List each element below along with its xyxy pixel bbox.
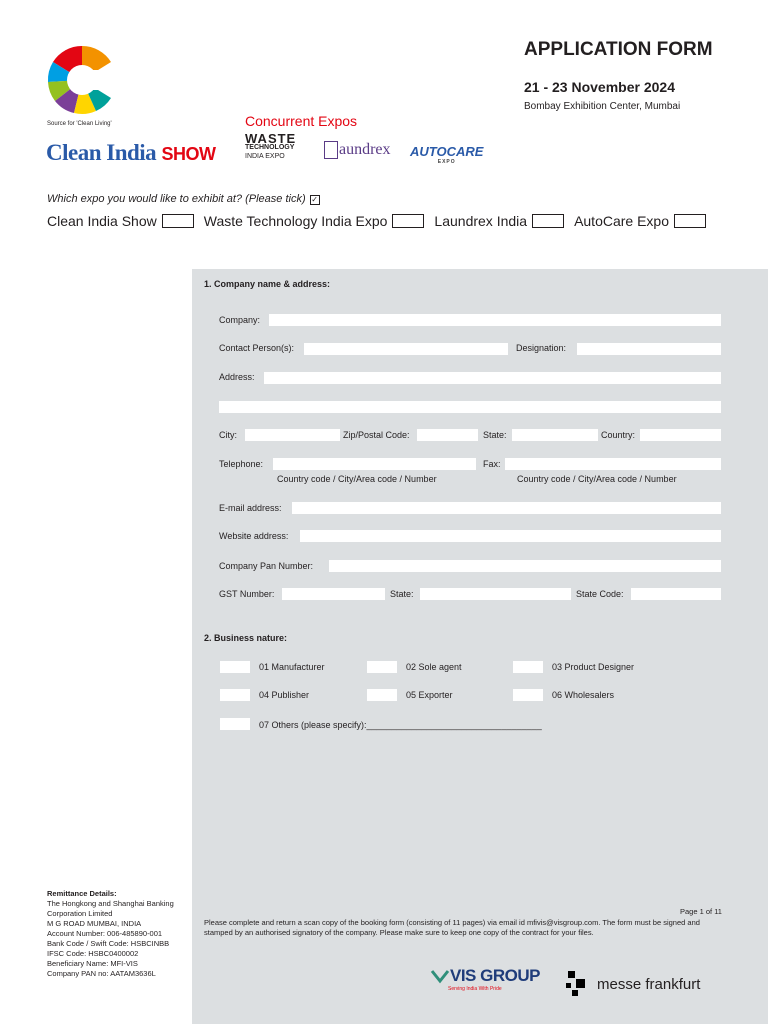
- business-checkbox[interactable]: [220, 718, 250, 730]
- telephone-format-hint: Country code / City/Area code / Number: [277, 474, 437, 484]
- waste-logo-line: WASTE: [245, 131, 297, 146]
- expo-option: [434, 213, 564, 229]
- fax-label: Fax:: [483, 459, 501, 469]
- company-label: Company:: [219, 315, 261, 325]
- event-venue: Bombay Exhibition Center, Mumbai: [524, 101, 681, 112]
- business-other-label: 07 Others (please specify):___________________________________: [259, 720, 542, 730]
- expo-checkbox[interactable]: [162, 214, 194, 228]
- business-checkbox[interactable]: [220, 689, 250, 701]
- section-1-heading: 1. Company name & address:: [204, 279, 331, 289]
- address-label: Address:: [219, 372, 255, 382]
- expo-option: [574, 213, 706, 229]
- laundrex-logo: [324, 141, 391, 159]
- expo-question: [47, 193, 320, 205]
- remittance-line: IFSC Code: HSBC0400002: [47, 949, 139, 958]
- event-dates: 21 - 23 November 2024: [524, 79, 675, 95]
- business-option-label: 04 Publisher: [259, 690, 310, 700]
- logo-tagline: Source for 'Clean Living': [47, 121, 112, 127]
- business-checkbox[interactable]: [367, 689, 397, 701]
- business-option-label: 03 Product Designer: [552, 662, 635, 672]
- vis-group-logo: [430, 966, 540, 992]
- city-field[interactable]: [245, 429, 340, 441]
- vis-logo-row: [430, 966, 540, 986]
- fax-format-hint: Country code / City/Area code / Number: [517, 474, 677, 484]
- vis-logo-text: VIS GROUP: [450, 966, 540, 985]
- clean-india-show-logo: [46, 140, 215, 166]
- telephone-field[interactable]: [273, 458, 476, 470]
- expo-option: [47, 213, 194, 229]
- vis-chevron-icon: [430, 968, 450, 984]
- section-2-heading: 2. Business nature:: [204, 633, 288, 643]
- expo-checkbox[interactable]: [532, 214, 564, 228]
- brand-main: Clean India: [46, 140, 157, 165]
- city-label: City:: [219, 430, 237, 440]
- website-field[interactable]: [300, 530, 721, 542]
- contact-field[interactable]: [304, 343, 508, 355]
- submission-note: Please complete and return a scan copy of the booking form (consisting of 11 pages) via email id mfivis@visgroup.com. The form must be signed and stamped by an authorised signatory of the company. Please make sure to keep one copy of the contract for your files.: [204, 918, 700, 937]
- state-code-label: State Code:: [576, 589, 624, 599]
- tick-icon: ✓: [311, 195, 318, 204]
- remittance-heading: Remittance Details:: [47, 889, 117, 898]
- page-number: Page 1 of 11: [680, 907, 722, 916]
- gst-state-label: State:: [390, 589, 414, 599]
- email-field[interactable]: [292, 502, 721, 514]
- business-option-label: 06 Wholesalers: [552, 690, 615, 700]
- messe-mark-icon: [566, 971, 592, 997]
- telephone-label: Telephone:: [219, 459, 264, 469]
- business-option-label: 05 Exporter: [406, 690, 453, 700]
- autocare-logo-text: AUTOCARE: [410, 144, 484, 159]
- website-label: Website address:: [219, 531, 289, 541]
- remittance-line: Bank Code / Swift Code: HSBCINBB: [47, 939, 170, 948]
- waste-logo-line: INDIA EXPO: [245, 153, 285, 160]
- email-label: E-mail address:: [219, 503, 282, 513]
- expo-option-label: AutoCare Expo: [574, 213, 670, 229]
- remittance-line: Corporation Limited: [47, 909, 113, 918]
- page-title: APPLICATION FORM: [524, 39, 713, 60]
- autocare-logo-sub: EXPO: [437, 159, 456, 165]
- vis-slogan: Serving India With Pride: [448, 986, 502, 992]
- country-field[interactable]: [640, 429, 721, 441]
- remittance-line: The Hongkong and Shanghai Banking: [47, 899, 174, 908]
- state-field[interactable]: [512, 429, 598, 441]
- expo-option-label: Waste Technology India Expo: [203, 213, 388, 229]
- expo-options: [47, 213, 716, 229]
- expo-question-text: Which expo you would like to exhibit at? (Please tick): [47, 193, 306, 205]
- gst-label: GST Number:: [219, 589, 275, 599]
- company-field[interactable]: [269, 314, 721, 326]
- fax-field[interactable]: [505, 458, 721, 470]
- expo-option: [204, 213, 425, 229]
- pan-label: Company Pan Number:: [219, 561, 314, 571]
- remittance-line: Beneficiary Name: MFI-VIS: [47, 959, 138, 968]
- remittance-line: Account Number: 006-485890-001: [47, 929, 163, 938]
- pan-field[interactable]: [329, 560, 721, 572]
- state-code-field[interactable]: [631, 588, 721, 600]
- gst-state-field[interactable]: [420, 588, 571, 600]
- messe-logo-text: messe frankfurt: [597, 975, 701, 993]
- waste-logo-line: TECHNOLOGY: [245, 144, 295, 151]
- remittance-details: [47, 889, 174, 979]
- zip-field[interactable]: [417, 429, 478, 441]
- address-field-line2[interactable]: [219, 401, 721, 413]
- messe-frankfurt-logo: [566, 971, 700, 997]
- business-checkbox[interactable]: [220, 661, 250, 673]
- contact-label: Contact Person(s):: [219, 343, 295, 353]
- address-field[interactable]: [264, 372, 721, 384]
- remittance-line: Company PAN no: AATAM3636L: [47, 969, 156, 978]
- expo-option-label: Clean India Show: [47, 213, 157, 229]
- gst-field[interactable]: [282, 588, 385, 600]
- laundrex-logo-text: aundrex: [339, 141, 391, 158]
- designation-label: Designation:: [516, 343, 567, 353]
- business-checkbox[interactable]: [367, 661, 397, 673]
- business-checkbox[interactable]: [513, 661, 543, 673]
- zip-label: Zip/Postal Code:: [343, 430, 410, 440]
- designation-field[interactable]: [577, 343, 721, 355]
- business-option-label: 01 Manufacturer: [259, 662, 325, 672]
- remittance-line: M G ROAD MUMBAI, INDIA: [47, 919, 142, 928]
- expo-checkbox[interactable]: [674, 214, 706, 228]
- expo-checkbox[interactable]: [392, 214, 424, 228]
- business-checkbox[interactable]: [513, 689, 543, 701]
- autocare-logo: [410, 144, 483, 165]
- business-option-label: 02 Sole agent: [406, 662, 462, 672]
- waste-technology-logo: [245, 131, 303, 161]
- country-label: Country:: [601, 430, 636, 440]
- laundrex-l-mark: [324, 141, 338, 159]
- state-label: State:: [483, 430, 507, 440]
- concurrent-expos-label: Concurrent Expos: [245, 113, 358, 129]
- brand-show: SHOW: [161, 144, 216, 164]
- expo-option-label: Laundrex India: [434, 213, 528, 229]
- clean-india-c-logo: [46, 42, 118, 118]
